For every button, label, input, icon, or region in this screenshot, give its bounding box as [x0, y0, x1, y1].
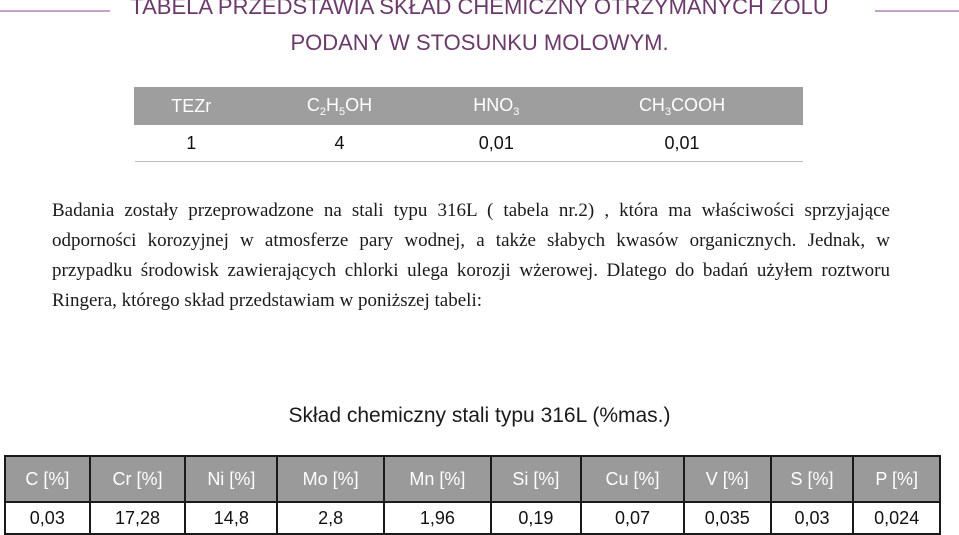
subscript: 5: [339, 105, 346, 118]
table-cell: 14,8: [185, 502, 277, 534]
header-cell: P [%]: [853, 456, 940, 502]
table-cell: 0,19: [491, 502, 581, 534]
table-cell: 1,96: [384, 502, 491, 534]
header-cell: Si [%]: [491, 456, 581, 502]
table-header-row: [135, 88, 803, 125]
header-cell-ethanol: [248, 88, 431, 125]
header-cell: V [%]: [684, 456, 771, 502]
header-text: H: [326, 94, 340, 115]
table-cell: 0,03: [771, 502, 854, 534]
table-cell: 17,28: [90, 502, 186, 534]
steel-table-caption: Skład chemiczny stali typu 316L (%mas.): [288, 404, 671, 427]
header-text: OH: [345, 94, 373, 115]
header-text: TEZr: [171, 95, 212, 116]
table-row: [5, 502, 940, 534]
table-row: [135, 125, 803, 162]
header-cell: Cu [%]: [581, 456, 684, 502]
body-paragraph: Badania zostały przeprowadzone na stali typu 316L ( tabela nr.2) , która ma właściwości sprzyjające odporności korozyjnej w atmosferze pary wodnej, a także słabych kwasów organicznych. Jednak, w przypadku środowisk zawierających chlorki ulega korozji wżerowej. Dlatego do badań użyłem roztworu Ringera, którego skład przedstawiam w poniższej tabeli:: [52, 200, 890, 311]
table-cell: 0,01: [562, 125, 803, 162]
header-cell: Mn [%]: [384, 456, 491, 502]
header-text: HNO: [473, 94, 514, 115]
slide-title-line-1: TABELA PRZEDSTAWIA SKŁAD CHEMICZNY OTRZYMANYCH ZOLU: [130, 0, 829, 19]
header-cell-tezr: [135, 88, 248, 125]
table-header-row: [5, 456, 940, 502]
header-cell: C [%]: [5, 456, 90, 502]
header-cell-acetic-acid: [562, 88, 803, 125]
steel-composition-table: [4, 455, 941, 535]
slide-title-line-2: PODANY W STOSUNKU MOLOWYM.: [290, 30, 669, 55]
header-cell-nitric-acid: [431, 88, 561, 125]
header-text: COOH: [671, 94, 726, 115]
subscript: 2: [319, 105, 327, 118]
table-cell: 0,03: [5, 502, 90, 534]
subscript: 3: [664, 105, 672, 118]
table-cell: 4: [248, 125, 431, 162]
table-cell: 0,07: [581, 502, 684, 534]
header-cell: Mo [%]: [277, 456, 384, 502]
header-text: C: [306, 94, 320, 115]
table-cell: 2,8: [277, 502, 384, 534]
table-cell: 1: [135, 125, 248, 162]
header-cell: Cr [%]: [90, 456, 186, 502]
subscript: 3: [513, 105, 520, 118]
header-cell: Ni [%]: [185, 456, 277, 502]
header-cell: S [%]: [771, 456, 854, 502]
table-cell: 0,01: [431, 125, 561, 162]
header-text: CH: [638, 94, 665, 115]
table-cell: 0,035: [684, 502, 771, 534]
table-cell: 0,024: [853, 502, 940, 534]
sol-composition-table: [134, 87, 803, 162]
